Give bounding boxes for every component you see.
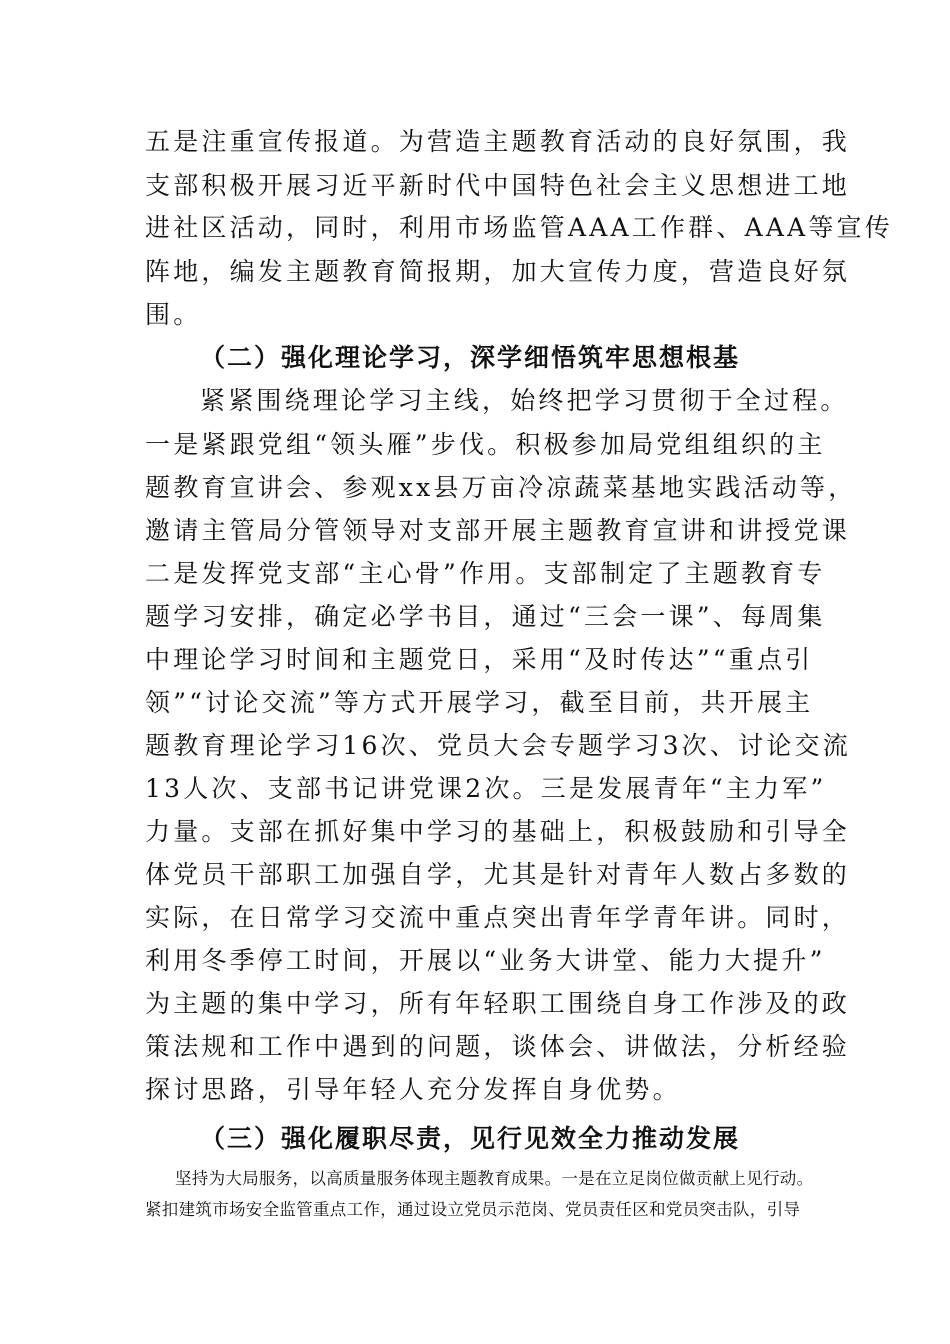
text-line: 探讨思路，引导年轻人充分发挥自身优势。 bbox=[145, 1075, 681, 1104]
text-line: 坚持为大局服务，以高质量服务体现主题教育成果。一是在立足岗位做贡献上见行动。 bbox=[175, 1169, 814, 1188]
text-line: 阵地，编发主题教育简报期，加大宣传力度，营造良好氛 bbox=[145, 257, 851, 286]
section-heading-2: （二）强化理论学习，深学细悟筑牢思想根基 bbox=[200, 343, 741, 372]
text-line: 紧紧围绕理论学习主线，始终把学习贯彻于全过程。 bbox=[200, 386, 849, 415]
text-line: 邀请主管局分管领导对支部开展主题教育宣讲和讲授党课 bbox=[145, 516, 851, 545]
text-line: 紧扣建筑市场安全监管重点工作，通过设立党员示范岗、党员责任区和党员突击队，引导 bbox=[145, 1200, 801, 1219]
text-line: 题教育宣讲会、参观xx县万亩冷凉蔬菜基地实践活动等， bbox=[145, 473, 857, 502]
text-line: 题教育理论学习16次、党员大会专题学习3次、讨论交流 bbox=[145, 731, 851, 760]
text-line: 实际，在日常学习交流中重点突出青年学青年讲。同时， bbox=[145, 903, 851, 932]
text-line: 体党员干部职工加强自学，尤其是针对青年人数占多数的 bbox=[145, 860, 851, 889]
text-line: 二是发挥党支部“主心骨”作用。支部制定了主题教育专 bbox=[145, 559, 826, 588]
text-line: 13人次、支部书记讲党课2次。三是发展青年“主力军” bbox=[145, 774, 827, 803]
text-line: 进社区活动，同时，利用市场监管AAA工作群、AAA等宣传 bbox=[145, 213, 893, 242]
text-line: 五是注重宣传报道。为营造主题教育活动的良好氛围，我 bbox=[145, 127, 851, 156]
text-line: 一是紧跟党组“领头雁”步伐。积极参加局党组组织的主 bbox=[145, 430, 826, 459]
section-heading-3: （三）强化履职尽责，见行见效全力推动发展 bbox=[200, 1124, 741, 1153]
text-line: 题学习安排，确定必学书目，通过“三会一课”、每周集 bbox=[145, 602, 826, 631]
text-line: 力量。支部在抓好集中学习的基础上，积极鼓励和引导全 bbox=[145, 817, 851, 846]
text-line: 围。 bbox=[145, 300, 202, 329]
text-line: 策法规和工作中遇到的问题，谈体会、讲做法，分析经验 bbox=[145, 1032, 851, 1061]
text-line: 支部积极开展习近平新时代中国特色社会主义思想进工地 bbox=[145, 171, 851, 200]
text-line: 领”“讨论交流”等方式开展学习，截至目前，共开展主 bbox=[145, 688, 814, 717]
text-line: 中理论学习时间和主题党日，采用“及时传达”“重点引 bbox=[145, 645, 814, 674]
text-line: 为主题的集中学习，所有年轻职工围绕自身工作涉及的政 bbox=[145, 989, 851, 1018]
text-line: 利用冬季停工时间，开展以“业务大讲堂、能力大提升” bbox=[145, 946, 826, 975]
